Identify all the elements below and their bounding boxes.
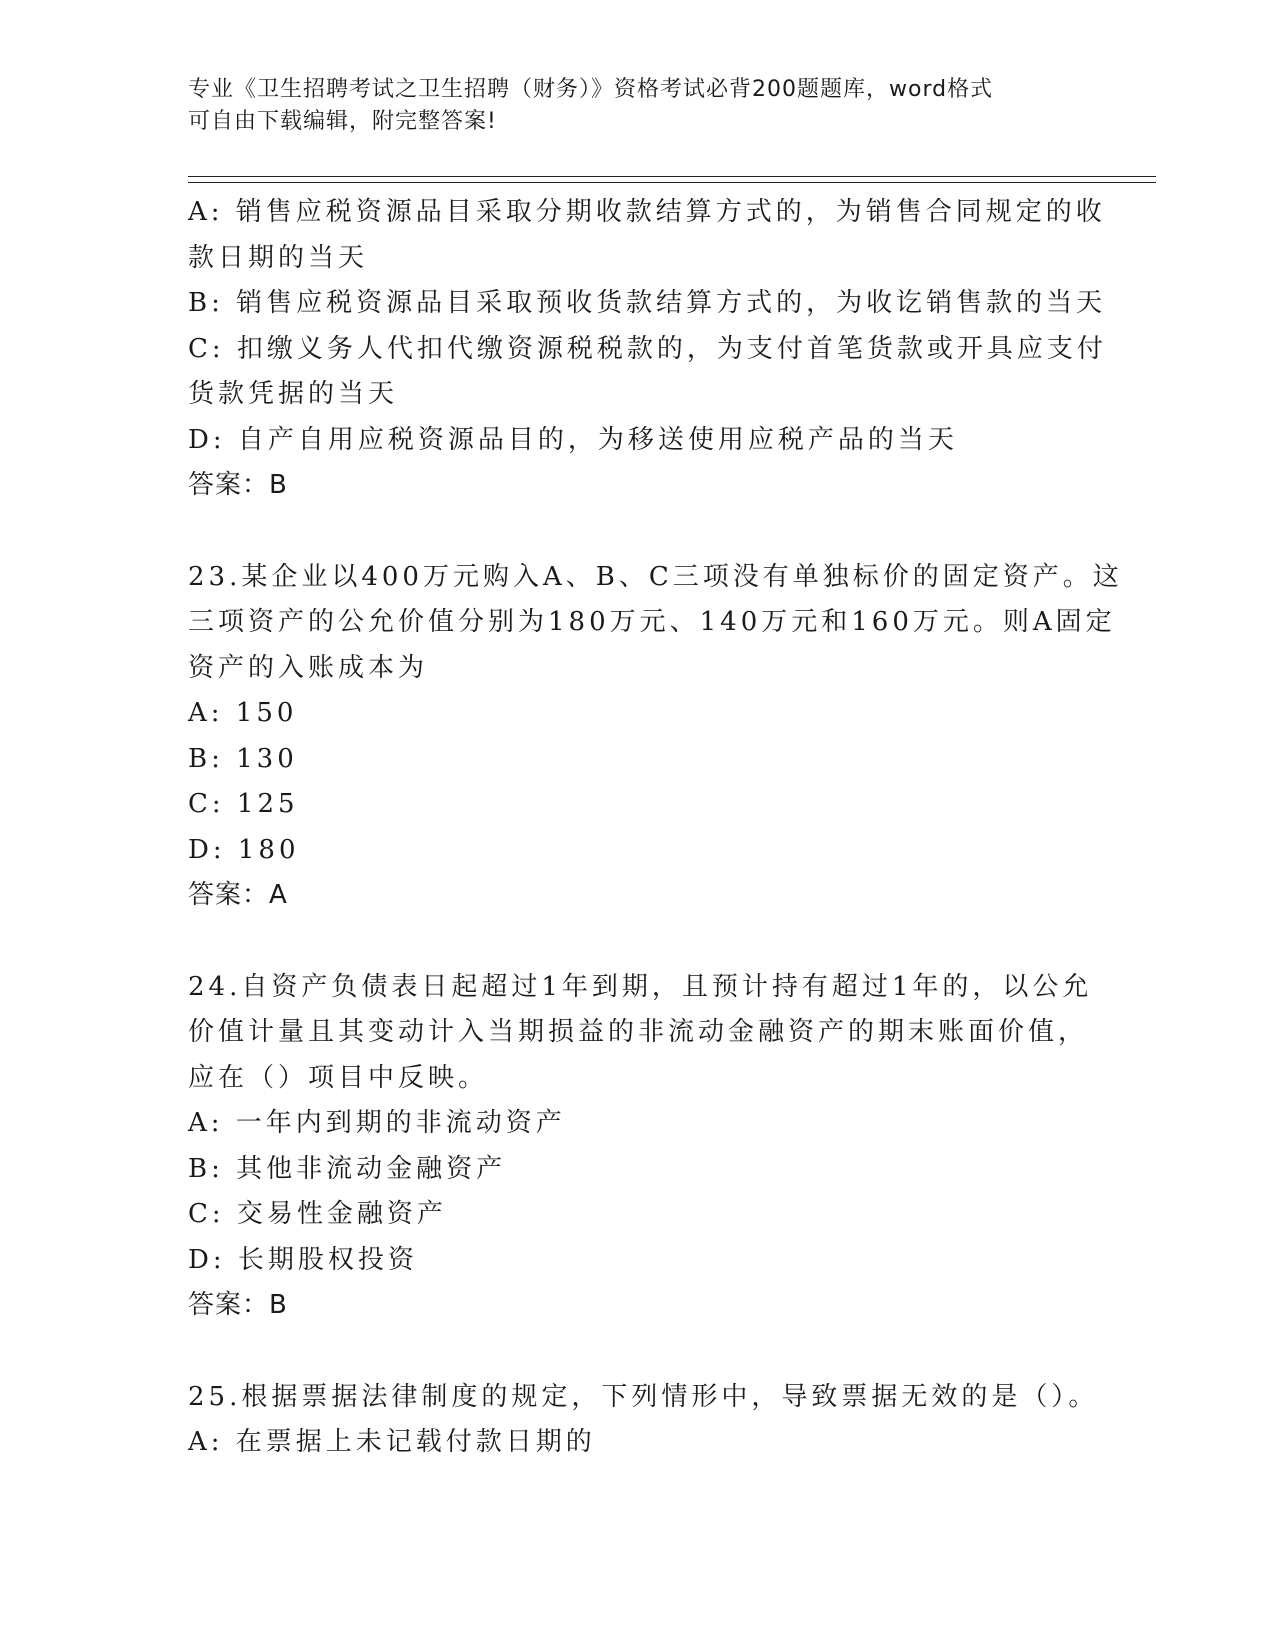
q24-option-c: C: 交易性金融资产	[188, 1199, 447, 1229]
q23-stem-line-1: 23.某企业以400万元购入A、B、C三项没有单独标价的固定资产。这	[188, 561, 1123, 592]
header-divider-top	[188, 176, 1156, 177]
question-23-block	[188, 555, 1123, 919]
header-title-line-1: 专业《卫生招聘考试之卫生招聘（财务）》资格考试必背200题题库，word格式	[188, 77, 994, 102]
question-spacer	[188, 509, 1088, 555]
q24-option-d: D: 长期股权投资	[188, 1244, 418, 1275]
question-24-block	[188, 965, 1093, 1329]
q23-option-b: B: 130	[188, 743, 298, 774]
header-title-line-2: 可自由下载编辑，附完整答案!	[188, 109, 497, 134]
q22-option-a-line-1: A: 销售应税资源品目采取分期收款结算方式的，为销售合同规定的收	[188, 197, 1106, 227]
q22-option-d: D: 自产自用应税资源品目的，为移送使用应税产品的当天	[188, 424, 958, 455]
q24-stem-line-1: 24.自资产负债表日起超过1年到期，且预计持有超过1年的，以公允	[188, 971, 1093, 1002]
q24-option-a: A: 一年内到期的非流动资产	[188, 1108, 566, 1138]
q24-answer: 答案：B	[188, 1290, 288, 1320]
header-divider-bottom	[188, 182, 1156, 183]
question-spacer	[188, 919, 1088, 965]
q25-option-a: A: 在票据上未记载付款日期的	[188, 1427, 596, 1457]
q22-answer: 答案：B	[188, 470, 288, 500]
q24-option-b: B: 其他非流动金融资产	[188, 1153, 507, 1184]
q23-option-a: A: 150	[188, 698, 298, 728]
document-header	[188, 74, 1068, 138]
q24-stem-line-2: 价值计量且其变动计入当期损益的非流动金融资产的期末账面价值，	[188, 1017, 1089, 1047]
question-spacer	[188, 1329, 1088, 1375]
q22-option-c-line-2: 货款凭据的当天	[188, 379, 399, 409]
q23-stem-line-2: 三项资产的公允价值分别为180万元、140万元和160万元。则A固定	[188, 607, 1116, 637]
q23-option-d: D: 180	[188, 834, 300, 865]
q22-option-a-line-2: 款日期的当天	[188, 242, 369, 273]
q23-stem-line-3: 资产的入账成本为	[188, 652, 429, 683]
q24-stem-line-3: 应在（）项目中反映。	[188, 1062, 489, 1093]
q25-stem-line-1: 25.根据票据法律制度的规定，下列情形中，导致票据无效的是（）。	[188, 1381, 1099, 1412]
q23-answer: 答案：A	[188, 880, 288, 910]
q22-option-c-line-1: C: 扣缴义务人代扣代缴资源税税款的，为支付首笔货款或开具应支付	[188, 333, 1107, 364]
q23-option-c: C: 125	[188, 789, 299, 819]
question-22-block	[188, 190, 1107, 509]
document-body	[188, 190, 1123, 1466]
question-25-block	[188, 1375, 1099, 1466]
q22-option-b: B: 销售应税资源品目采取预收货款结算方式的，为收讫销售款的当天	[188, 288, 1107, 318]
